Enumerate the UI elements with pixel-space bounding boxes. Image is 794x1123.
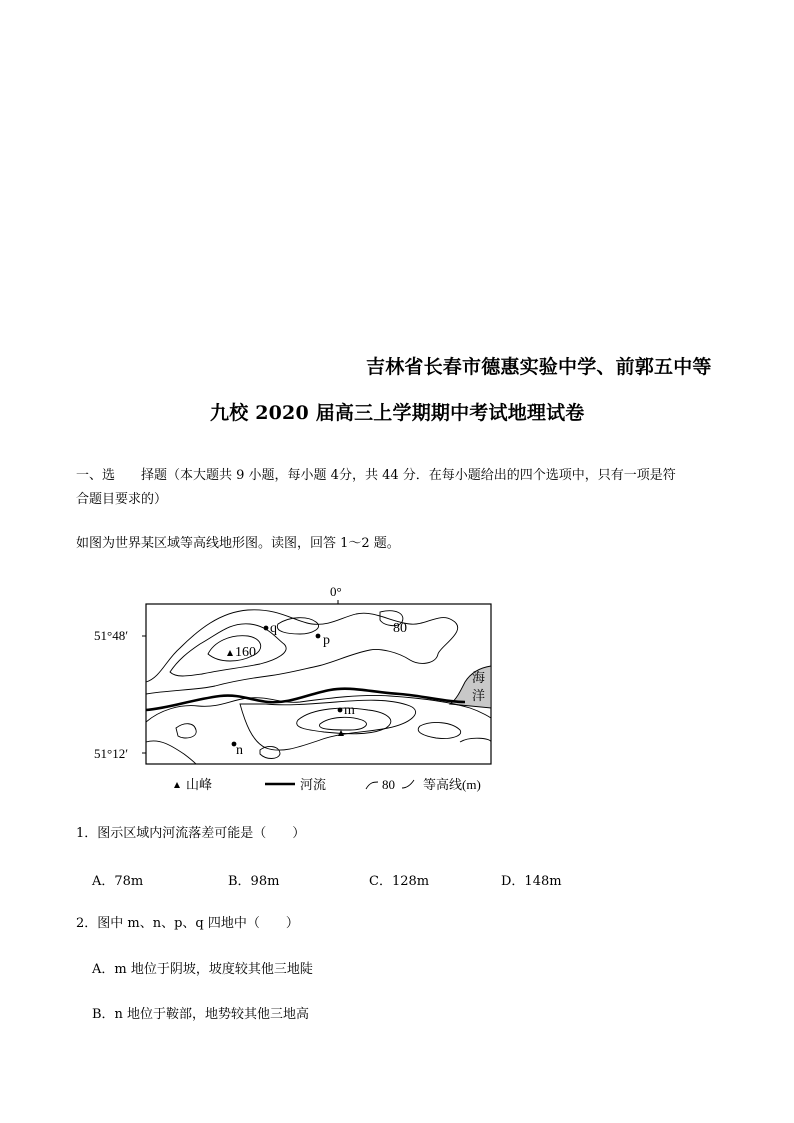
question-1-option-b: B．98m [228, 874, 280, 889]
map-frame [146, 604, 491, 764]
latitude-label-top: 51°48′ [94, 628, 129, 643]
peak-160-icon [227, 650, 233, 656]
legend-contour-line-left [366, 782, 378, 789]
legend-contour-line-right [402, 780, 414, 788]
legend-contour-label: 等高线(m) [423, 777, 481, 792]
point-q-dot [264, 626, 269, 631]
section-intro-line1: 一、选 择题（本大题共 9 小题，每小题 4分，共 44 分．在每小题给出的四个选项中，只有一项是符 [76, 468, 676, 483]
question-1-stem: 1．图示区域内河流落差可能是（ ） [76, 826, 306, 841]
question-1-option-a: A．78m [92, 874, 144, 889]
legend-peak-label: 山峰 [186, 777, 213, 792]
question-2-stem: 2．图中 m、n、p、q 四地中（ ） [76, 916, 299, 931]
latitude-label-bottom: 51°12′ [94, 746, 129, 761]
longitude-label: 0° [330, 584, 342, 599]
river-line [146, 689, 465, 710]
contour-map-figure [80, 582, 520, 797]
paper-title-line2: 九校 2020 届高三上学期期中考试地理试卷 [210, 402, 585, 424]
peak-160-label: 160 [235, 645, 256, 660]
point-m-label: m [344, 703, 355, 718]
point-p-dot [316, 634, 321, 639]
question-2-option-b: B．n 地位于鞍部，地势较其他三地高 [92, 1007, 310, 1022]
point-p-label: p [323, 633, 330, 648]
sea-label-2: 洋 [472, 688, 486, 703]
question-2-option-a: A．m 地位于阴坡，坡度较其他三地陡 [92, 962, 313, 977]
sea-label-1: 海 [472, 670, 486, 685]
legend-contour-value: 80 [382, 777, 395, 792]
paper-title-line1: 吉林省长春市德惠实验中学、前郭五中等 [366, 356, 712, 378]
question-1-option-d: D．148m [501, 874, 562, 889]
point-n-label: n [236, 743, 243, 758]
contour-80-label: 80 [393, 621, 407, 636]
contour-lines-lower [146, 695, 491, 764]
section-intro-line2: 合题目要求的） [76, 492, 168, 507]
question-stem: 如图为世界某区域等高线地形图。读图，回答 1～2 题。 [76, 536, 400, 551]
legend-river-label: 河流 [300, 777, 327, 792]
point-q-label: q [270, 621, 277, 636]
point-m-dot [338, 708, 343, 713]
contour-lines [146, 610, 458, 694]
question-1-option-c: C．128m [369, 874, 430, 889]
legend-peak-icon [174, 782, 180, 788]
